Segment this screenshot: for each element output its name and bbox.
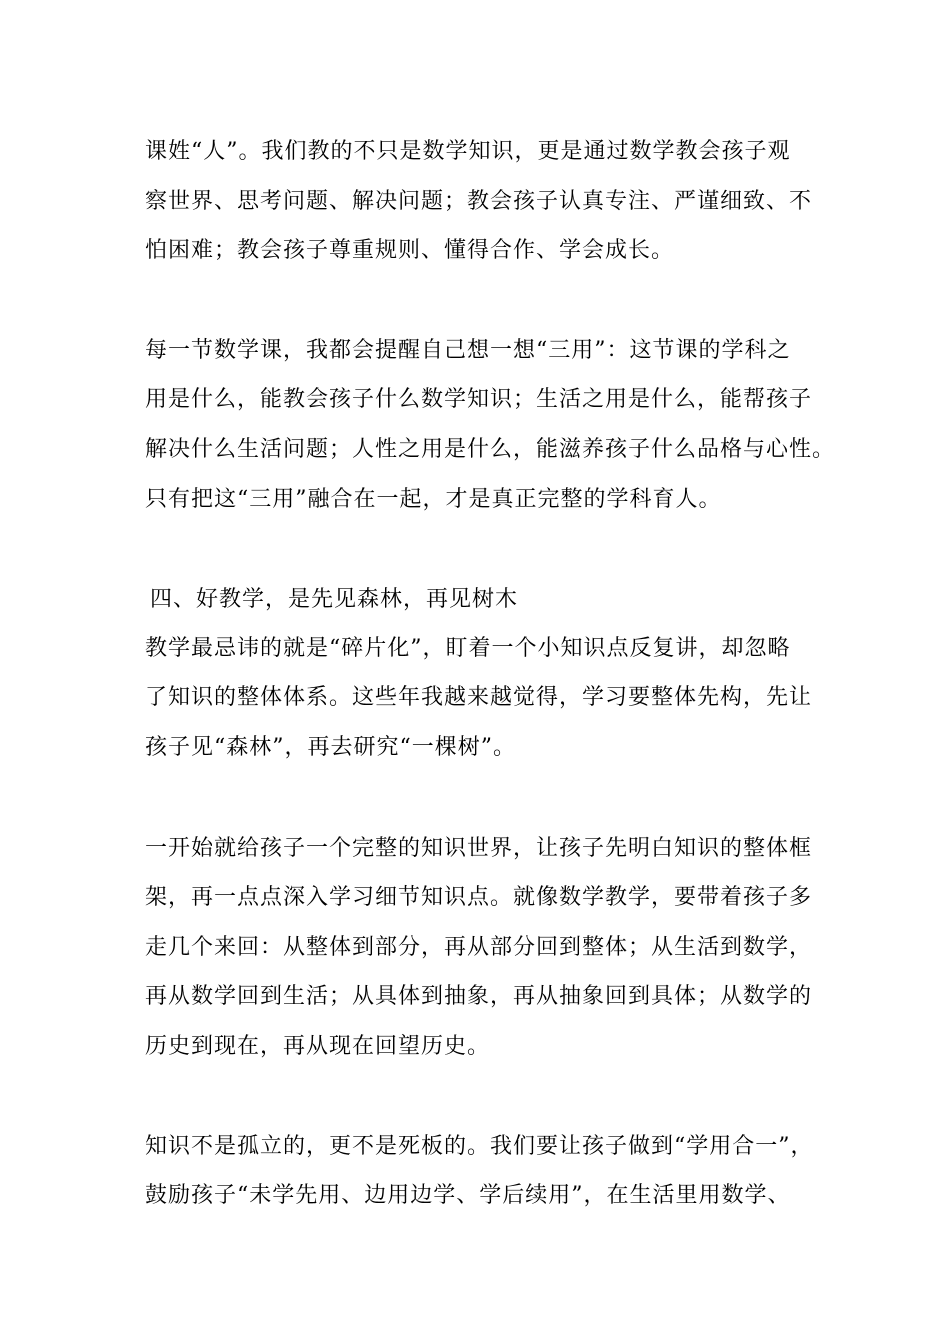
text-line: 孩子见“森林”，再去研究“一棵树”。 xyxy=(145,735,516,760)
text-line: 察世界、思考问题、解决问题；教会孩子认真专注、严谨细致、不 xyxy=(145,189,813,214)
text-line: 一开始就给孩子一个完整的知识世界，让孩子先明白知识的整体框 xyxy=(145,836,813,861)
text-line: 怕困难；教会孩子尊重规则、懂得合作、学会成长。 xyxy=(145,238,675,263)
text-line: 解决什么生活问题；人性之用是什么，能滋养孩子什么品格与心性。 xyxy=(145,437,836,462)
text-line: 架，再一点点深入学习细节知识点。就像数学教学，要带着孩子多 xyxy=(145,885,813,910)
text-line: 了知识的整体体系。这些年我越来越觉得，学习要整体先构，先让 xyxy=(145,685,813,710)
text-line: 课姓“人”。我们教的不只是数学知识，更是通过数学教会孩子观 xyxy=(145,139,791,164)
text-line: 只有把这“三用”融合在一起，才是真正完整的学科育人。 xyxy=(145,487,722,512)
text-line: 每一节数学课，我都会提醒自己想一想“三用”：这节课的学科之 xyxy=(145,338,791,363)
text-line: 教学最忌讳的就是“碎片化”，盯着一个小知识点反复讲，却忽略 xyxy=(145,636,791,661)
text-line: 鼓励孩子“未学先用、边用边学、学后续用”，在生活里用数学、 xyxy=(145,1183,791,1208)
text-line: 再从数学回到生活；从具体到抽象，再从抽象回到具体；从数学的 xyxy=(145,984,813,1009)
text-line: 走几个来回：从整体到部分，再从部分回到整体；从生活到数学， xyxy=(145,935,813,960)
section-heading: 四、好教学，是先见森林，再见树木 xyxy=(150,587,519,612)
text-line: 历史到现在，再从现在回望历史。 xyxy=(145,1034,491,1059)
text-line: 知识不是孤立的，更不是死板的。我们要让孩子做到“学用合一”， xyxy=(145,1134,814,1159)
text-line: 用是什么，能教会孩子什么数学知识；生活之用是什么，能帮孩子 xyxy=(145,387,813,412)
